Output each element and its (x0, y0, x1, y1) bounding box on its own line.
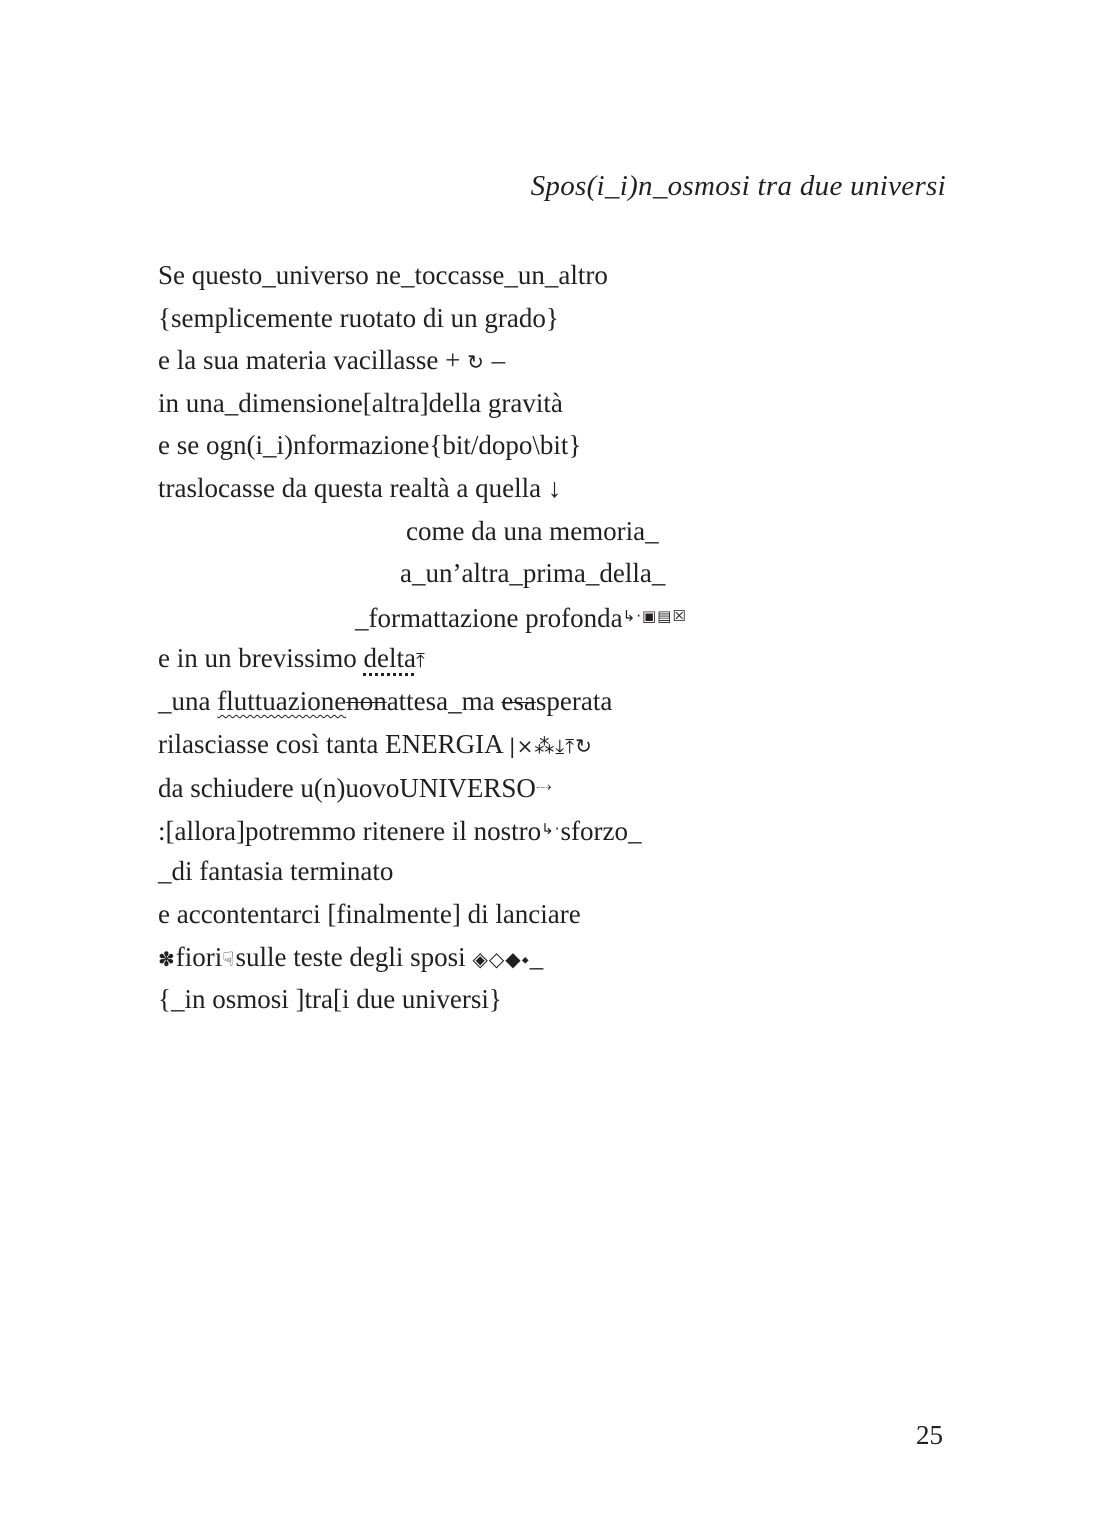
poem-line-1: Se questo_universo ne_toccasse_un_altro (158, 260, 608, 290)
poem-line-9-text: _formattazione profonda (355, 602, 623, 633)
energy-symbols-icon: |⨯⁂⤓⤒↻ (508, 733, 593, 758)
poem-line-17 (158, 936, 958, 979)
poem-line-4: in una_dimensione[altra]della gravità (158, 387, 563, 418)
poem-line-11 (158, 680, 958, 723)
delta-word: delta (363, 643, 416, 674)
poem-line-13 (158, 765, 958, 808)
poem-line-6 (158, 467, 958, 510)
up-arrow-icon: ⤒ (415, 648, 426, 673)
fluttuazione-word: fluttuazione (217, 685, 347, 716)
page-number: 25 (916, 1420, 943, 1450)
diamonds-icon: ◈◇◆⬩ (472, 946, 530, 971)
poem-line-17-b: sulle teste degli sposi (235, 941, 473, 972)
poem-line-16: e accontentarci [finalmente] di lanciare (158, 898, 581, 929)
return-arrow-icon: ↳· (541, 819, 561, 838)
poem-line-12 (158, 723, 958, 766)
poem-line-17-a: fiori (175, 941, 223, 972)
struck-esa: esa (501, 685, 536, 716)
poem-line-10 (158, 637, 958, 680)
down-arrow-icon: ↓ (547, 472, 562, 503)
flower-icon: ✽ (158, 946, 176, 971)
poem-line-12-text: rilasciasse così tanta ENERGIA (158, 728, 509, 759)
poem-line-7: come da una memoria_ (406, 515, 659, 546)
poem-line-17-c: _ (529, 941, 544, 972)
poem-line-6-text: traslocasse da questa realtà a quella (158, 472, 548, 503)
poem-line-3-end: – (484, 345, 506, 376)
rotate-icon: ↻ (467, 350, 485, 375)
poem-line-14-b: sforzo_ (560, 815, 642, 846)
struck-non: non (346, 685, 387, 716)
poem-line-13-text: da schiudere u(n)uovoUNIVERSO (158, 773, 536, 804)
poem-line-3 (158, 339, 958, 382)
poem-line-8: a_un’altra_prima_della_ (400, 558, 666, 589)
poem-line-18: {_in osmosi ]tra[i due universi} (158, 984, 502, 1015)
poem-line-10-text: e in un brevissimo (158, 643, 364, 674)
hand-icon: ☟ (222, 946, 236, 971)
poem-line-15: _di fantasia terminato (158, 856, 394, 887)
format-symbols-icon: ↳·▣▤☒ (622, 606, 687, 625)
running-title: Spos(i_i)n_osmosi tra due universi (530, 170, 946, 202)
poem-line-9 (158, 595, 958, 638)
poem-line-11-a: _una (158, 685, 218, 716)
poem-line-14-a: :[allora]potremmo ritenere il nostro (158, 815, 542, 846)
poem-line-11-b: attesa_ma (386, 685, 502, 716)
poem-line-14 (158, 808, 958, 851)
poem-line-3-text: e la sua materia vacillasse + (158, 345, 468, 376)
dotted-arrow-icon: ⤏ (535, 777, 553, 796)
poem-line-5: e se ogn(i_i)nformazione{bit/dopo\bit} (158, 430, 582, 461)
poem-line-2: {semplicemente ruotato di un grado} (158, 302, 559, 333)
poem-body (158, 254, 958, 1021)
poem-line-11-c: sperata (535, 685, 613, 716)
